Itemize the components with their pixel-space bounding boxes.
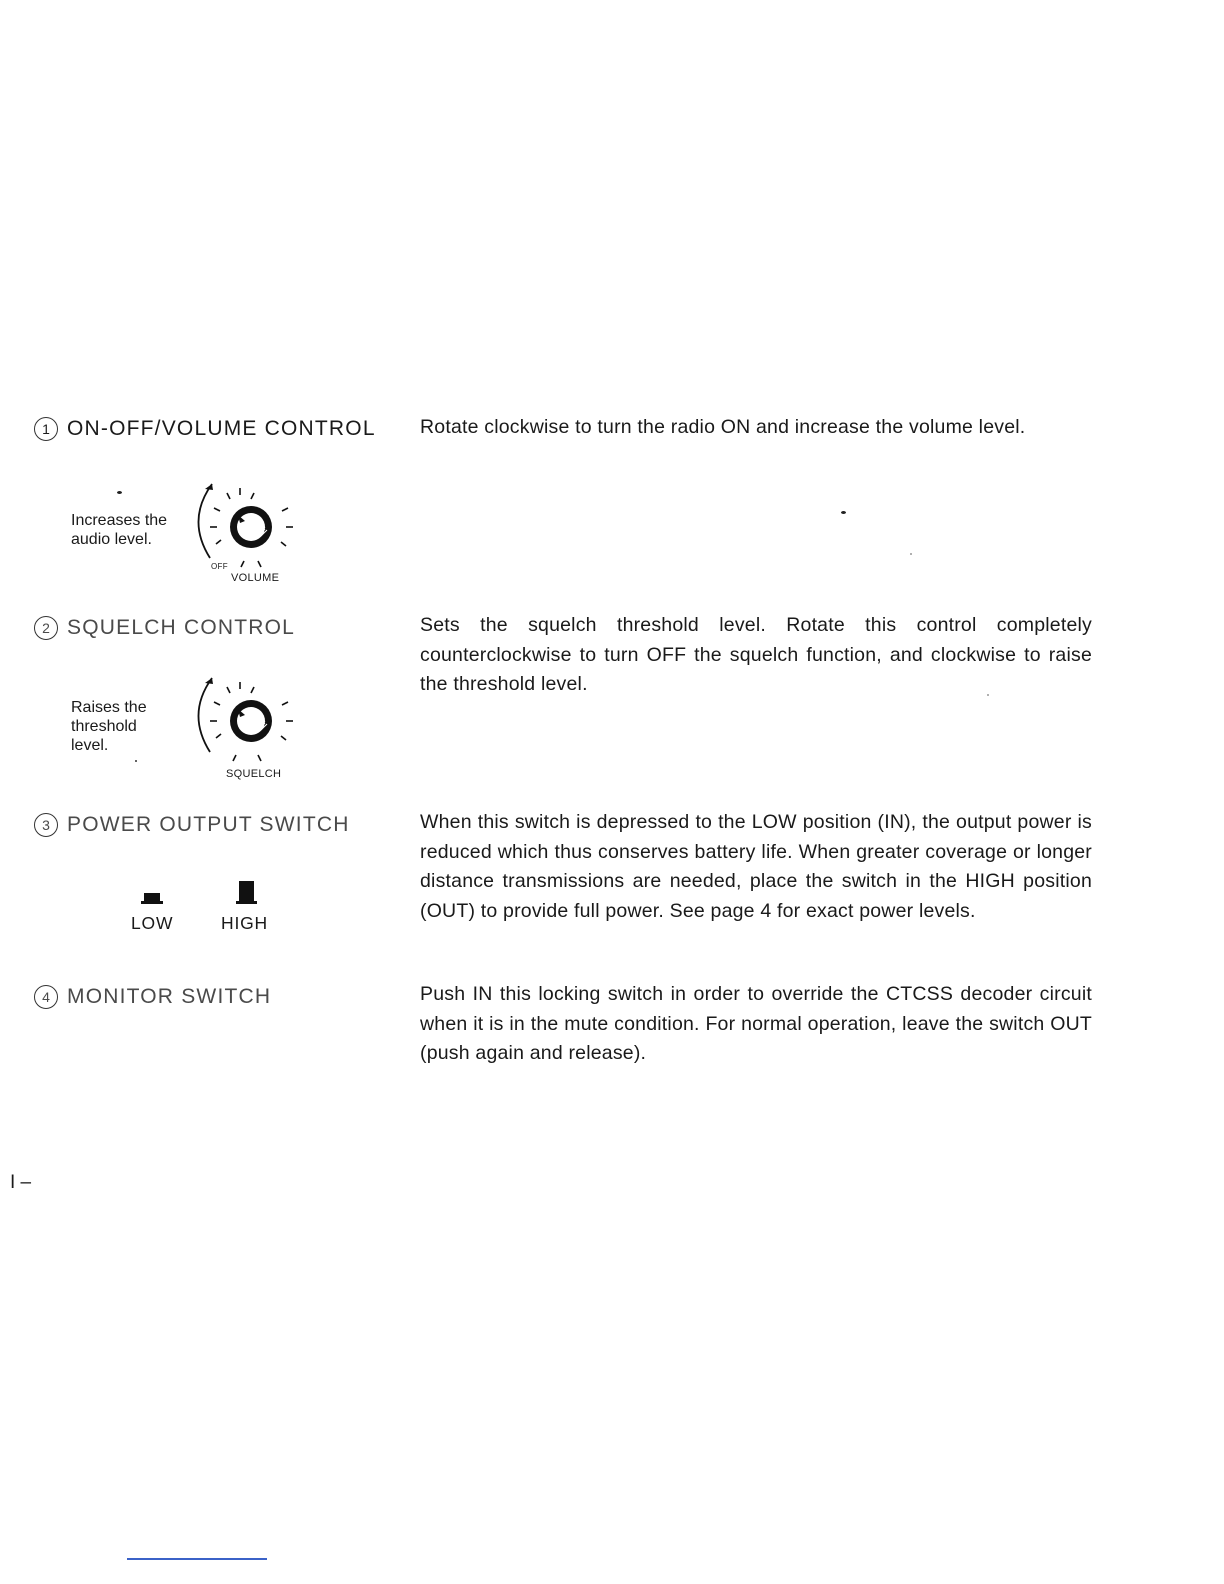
volume-knob-illustration [188,478,300,588]
high-switch-icon [239,881,254,902]
squelch-knob-label: SQUELCH [226,768,282,780]
volume-note: Increases the audio level. [71,512,168,548]
squelch-knob-illustration [188,672,300,782]
switch-low-label: LOW [131,913,174,933]
scan-speck [910,553,912,555]
monitor-switch-heading [34,985,271,1009]
squelch-note: Raises the threshold level. [71,699,147,754]
section-title: ON-OFF/VOLUME CONTROL [67,417,376,440]
power-output-switch-description: When this switch is depressed to the LOW position (IN), the output power is reduced which thus conserves battery life. When greater coverage or longer distance transmissions are needed, place the switch in the HIGH position (OUT) to provide full power. See page 4 for exact power levels. [420,811,1092,922]
section-number-badge: 3 [34,813,58,837]
section-number-badge: 2 [34,616,58,640]
scan-speck [987,694,989,696]
knob-off-label: OFF [211,562,228,571]
section-title: POWER OUTPUT SWITCH [67,813,350,836]
section-number-badge: 4 [34,985,58,1009]
volume-knob-label: VOLUME [231,572,280,584]
squelch-control-description: Sets the squelch threshold level. Rotate this control completely counterclockwise to turn OFF the squelch function, and clockwise to raise the threshold level. [420,614,1092,695]
scan-speck [117,491,122,494]
scan-speck [135,760,137,762]
volume-control-heading [34,417,376,441]
low-switch-base-icon [141,901,163,904]
scan-speck [841,511,846,514]
squelch-knob-icon [188,672,300,782]
squelch-control-heading [34,616,295,640]
high-switch-base-icon [236,901,257,904]
section-title: MONITOR SWITCH [67,985,272,1008]
section-number-badge: 1 [34,417,58,441]
switch-high-label: HIGH [221,913,268,933]
footer-rule [127,1558,267,1560]
monitor-switch-description: Push IN this locking switch in order to override the CTCSS decoder circuit when it is in the mute condition. For normal operation, leave the switch OUT (push again and release). [420,983,1092,1064]
page-number: I – [10,1172,32,1193]
volume-control-description: Rotate clockwise to turn the radio ON and increase the volume level. [420,416,1026,438]
section-title: SQUELCH CONTROL [67,616,296,639]
power-output-switch-heading [34,813,350,837]
